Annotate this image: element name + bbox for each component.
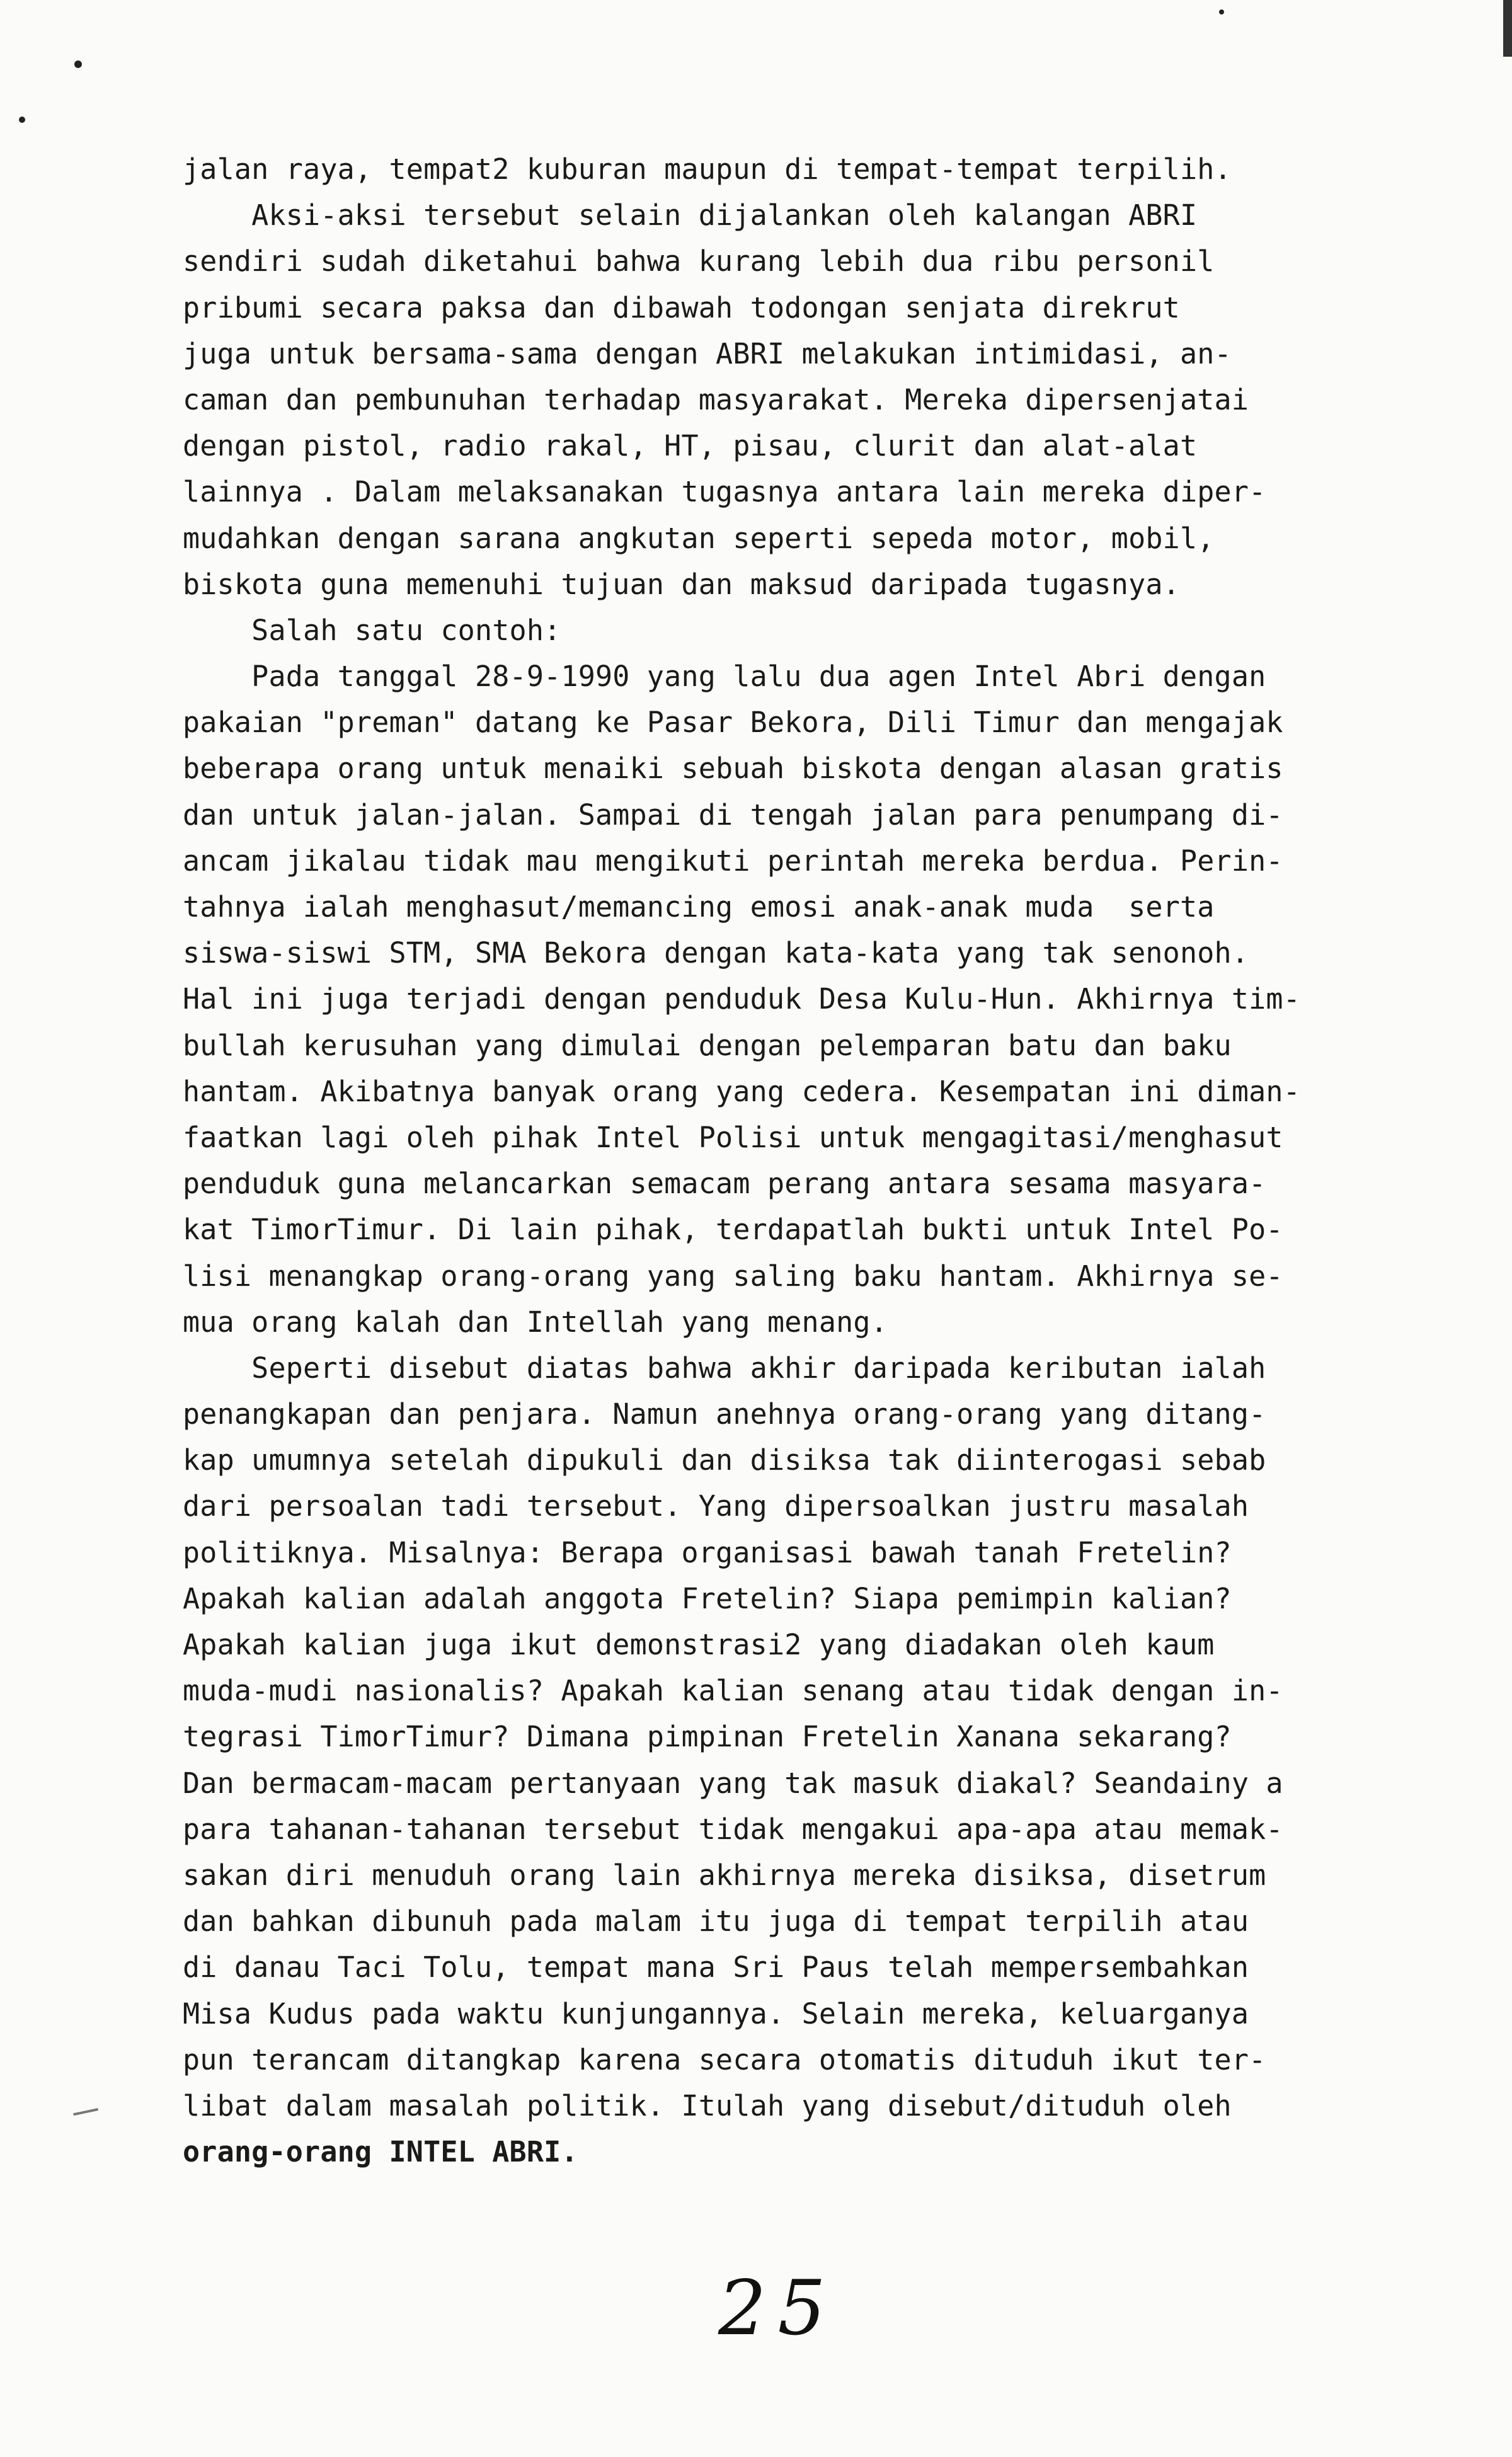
text-line: muda-mudi nasionalis? Apakah kalian senang atau tidak dengan in- <box>183 1674 1283 1708</box>
page-number: 25 <box>718 2265 837 2352</box>
text-line: Dan bermacam-macam pertanyaan yang tak masuk diakal? Seandainy a <box>183 1766 1283 1800</box>
text-line: libat dalam masalah politik. Itulah yang disebut/dituduh oleh <box>183 2088 1232 2122</box>
text-line: Aksi-aksi tersebut selain dijalankan oleh kalangan ABRI <box>183 198 1198 232</box>
text-line: dengan pistol, radio rakal, HT, pisau, clurit dan alat-alat <box>183 429 1198 463</box>
text-line: pribumi secara paksa dan dibawah todongan senjata direkrut <box>183 290 1180 324</box>
text-line: Pada tanggal 28-9-1990 yang lalu dua agen Intel Abri dengan <box>183 660 1266 694</box>
text-line: bullah kerusuhan yang dimulai dengan pelemparan batu dan baku <box>183 1028 1232 1062</box>
text-line: dan untuk jalan-jalan. Sampai di tengah jalan para penumpang di- <box>183 798 1283 832</box>
text-line: faatkan lagi oleh pihak Intel Polisi untuk mengagitasi/menghasut <box>183 1120 1283 1154</box>
scan-speck <box>1219 9 1224 14</box>
text-line: di danau Taci Tolu, tempat mana Sri Paus telah mempersembahkan <box>183 1950 1249 1984</box>
text-line: Hal ini juga terjadi dengan penduduk Desa Kulu-Hun. Akhirnya tim- <box>183 982 1300 1016</box>
text-line: sakan diri menuduh orang lain akhirnya mereka disiksa, disetrum <box>183 1858 1266 1892</box>
text-line: tegrasi TimorTimur? Dimana pimpinan Fretelin Xanana sekarang? <box>183 1720 1232 1754</box>
text-line: beberapa orang untuk menaiki sebuah biskota dengan alasan gratis <box>183 752 1283 786</box>
text-line: caman dan pembunuhan terhadap masyarakat. Mereka dipersenjatai <box>183 382 1249 416</box>
text-line: hantam. Akibatnya banyak orang yang cedera. Kesempatan ini diman- <box>183 1074 1300 1108</box>
text-line: dari persoalan tadi tersebut. Yang dipersoalkan justru masalah <box>183 1489 1249 1523</box>
text-line: Salah satu contoh: <box>183 613 561 647</box>
text-line: juga untuk bersama-sama dengan ABRI melakukan intimidasi, an- <box>183 336 1232 370</box>
text-line: Misa Kudus pada waktu kunjungannya. Selain mereka, keluarganya <box>183 1996 1249 2030</box>
text-line: tahnya ialah menghasut/memancing emosi anak-anak muda serta <box>183 890 1215 924</box>
body-text <box>183 146 1411 2175</box>
scan-edge-mark <box>1503 0 1512 57</box>
scan-speck <box>74 60 82 68</box>
text-line: mua orang kalah dan Intellah yang menang. <box>183 1305 888 1339</box>
text-line: kat TimorTimur. Di lain pihak, terdapatlah bukti untuk Intel Po- <box>183 1213 1283 1247</box>
text-line: ancam jikalau tidak mau mengikuti perintah mereka berdua. Perin- <box>183 844 1283 878</box>
text-line: pakaian "preman" datang ke Pasar Bekora, Dili Timur dan mengajak <box>183 706 1283 740</box>
text-line: penangkapan dan penjara. Namun anehnya orang-orang yang ditang- <box>183 1397 1266 1431</box>
text-line: sendiri sudah diketahui bahwa kurang lebih dua ribu personil <box>183 244 1215 278</box>
text-line: lisi menangkap orang-orang yang saling baku hantam. Akhirnya se- <box>183 1259 1283 1293</box>
text-line: Apakah kalian adalah anggota Fretelin? Siapa pemimpin kalian? <box>183 1581 1232 1615</box>
text-line: lainnya . Dalam melaksanakan tugasnya antara lain mereka diper- <box>183 475 1266 509</box>
text-line: para tahanan-tahanan tersebut tidak mengakui apa-apa atau memak- <box>183 1812 1283 1846</box>
margin-scratch <box>73 2108 101 2127</box>
text-line: penduduk guna melancarkan semacam perang antara sesama masyara- <box>183 1167 1266 1201</box>
scan-speck <box>19 117 25 123</box>
text-line: dan bahkan dibunuh pada malam itu juga di tempat terpilih atau <box>183 1904 1249 1939</box>
text-line: jalan raya, tempat2 kuburan maupun di tempat-tempat terpilih. <box>183 152 1232 186</box>
text-line: siswa-siswi STM, SMA Bekora dengan kata-kata yang tak senonoh. <box>183 936 1249 970</box>
text-line: orang-orang INTEL ABRI. <box>183 2135 578 2169</box>
text-line: Seperti disebut diatas bahwa akhir daripada keributan ialah <box>183 1351 1266 1385</box>
text-line: Apakah kalian juga ikut demonstrasi2 yang diadakan oleh kaum <box>183 1628 1215 1661</box>
text-line: politiknya. Misalnya: Berapa organisasi bawah tanah Fretelin? <box>183 1535 1232 1569</box>
text-line: pun terancam ditangkap karena secara otomatis dituduh ikut ter- <box>183 2042 1266 2076</box>
text-line: mudahkan dengan sarana angkutan seperti sepeda motor, mobil, <box>183 521 1215 555</box>
text-line: kap umumnya setelah dipukuli dan disiksa tak diinterogasi sebab <box>183 1443 1266 1477</box>
text-line: biskota guna memenuhi tujuan dan maksud daripada tugasnya. <box>183 567 1180 601</box>
